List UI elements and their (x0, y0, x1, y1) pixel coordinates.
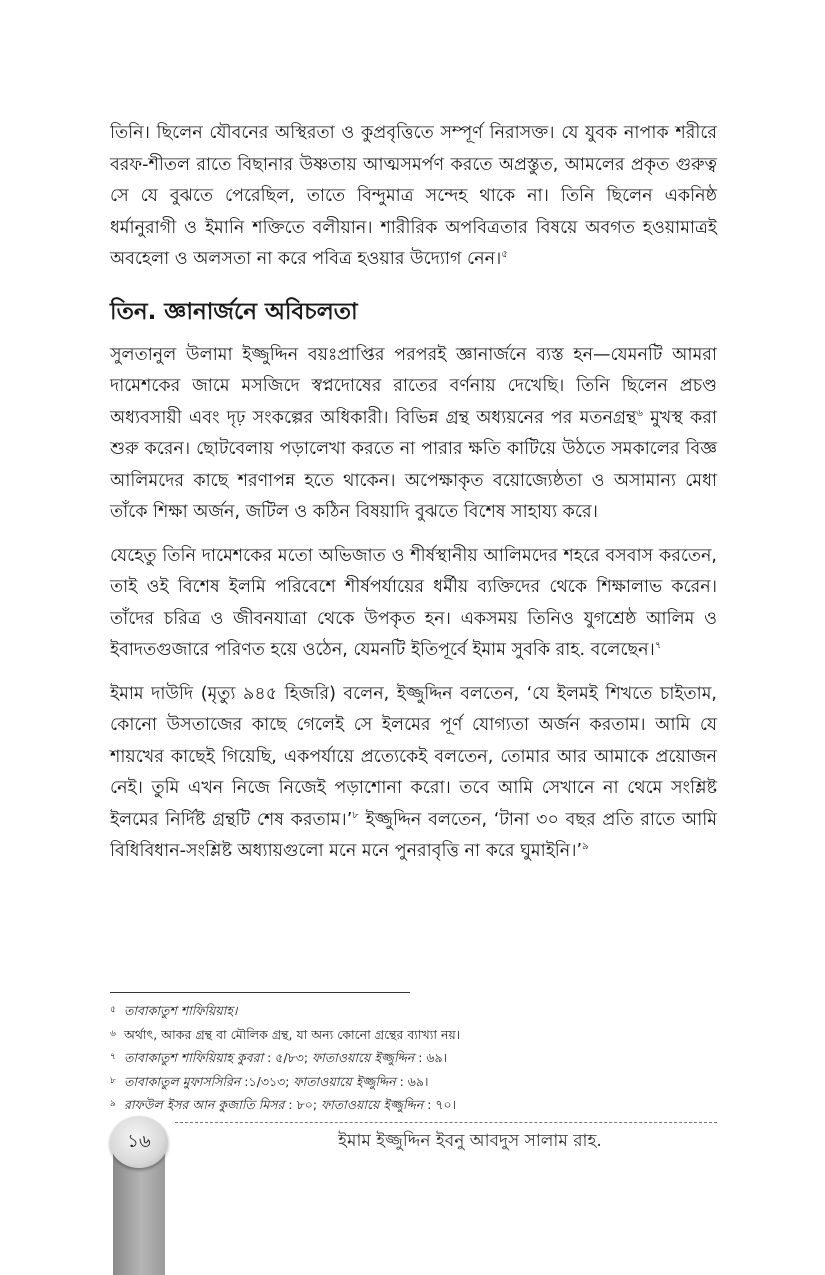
page-body (110, 118, 717, 880)
footer-dashed-rule (175, 1122, 717, 1123)
footnote-item: ৯ রাফউল ইসর আন কুজাতি মিসর : ৮০; ফাতাওয়ায়ে ইজ্জুদ্দিন : ৭০। (110, 1097, 457, 1112)
footnote-ref: ৬ (636, 407, 643, 419)
paragraph-1: তিনি। ছিলেন যৌবনের অস্থিরতা ও কুপ্রবৃত্তিতে সম্পূর্ণ নিরাসক্ত। যে যুবক নাপাক শরীরে বরফ-শীতল রাতে বিছানার উষ্ণতায় আত্মসমর্পণ করতে অপ্রস্তুত, আমলের প্রকৃত গুরুত্ব সে যে বুঝতে পেরেছিল, তাতে বিন্দুমাত্র সন্দেহ থাকে না। তিনি ছিলেন একনিষ্ঠ ধর্মানুরাগী ও ইমানি শক্তিতে বলীয়ান। শারীরিক অপবিত্রতার বিষয়ে অবগত হওয়ামাত্রই অবহেলা ও অলসতা না করে পবিত্র হওয়ার উদ্যোগ নেন।$^৫$ (110, 123, 717, 269)
page-number-badge (110, 1116, 168, 1168)
running-title: ইমাম ইজ্জুদ্দিন ইবনু আবদুস সালাম রাহ. (338, 1131, 602, 1151)
paragraph-3: যেহেতু তিনি দামেশকের মতো অভিজাত ও শীর্ষস্থানীয় আলিমদের শহরে বসবাস করতেন, তাই ওই বিশেষ ইলমি পরিবেশে শীর্ষপর্যায়ের ধর্মীয় ব্যক্তিদের থেকে শিক্ষালাভ করেন। তাঁদের চরিত্র ও জীবনযাত্রা থেকে উপকৃত হন। একসময় তিনিও যুগশ্রেষ্ঠ আলিম ও ইবাদতগুজারে পরিণত হয়ে ওঠেন, যেমনটি ইতিপূর্বে ইমাম সুবকি রাহ. বলেছেন।$^৭$ (110, 545, 717, 660)
footnote-ref: ৭ (654, 640, 662, 652)
footnote-item: ৫ তাবাকাতুশ শাফিয়িয়াহ। (110, 1003, 238, 1018)
footnote-divider (110, 992, 410, 993)
paragraph-2: সুলতানুল উলামা ইজ্জুদ্দিন বয়ঃপ্রাপ্তির পরপরই জ্ঞানার্জনে ব্যস্ত হন—যেমনটি আমরা দামেশকের জামে মসজিদে স্বপ্নদোষের রাতের বর্ণনায় দেখেছি। তিনি ছিলেন প্রচণ্ড অধ্যবসায়ী এবং দৃঢ় সংকল্পের অধিকারী। বিভিন্ন গ্রন্থ অধ্যয়নের পর মতনগ্রন্থ$^৬$ মুখস্থ করা শুরু করেন। ছোটবেলায় পড়ালেখা করতে না পারার ক্ষতি কাটিয়ে উঠতে সমকালের বিজ্ঞ আলিমদের কাছে শরণাপন্ন হতে থাকেন। অপেক্ষাকৃত বয়োজ্যেষ্ঠতা ও অসামান্য মেধা তাঁকে শিক্ষা অর্জন, জটিল ও কঠিন বিষয়াদি বুঝতে বিশেষ সাহায্য করে। (110, 344, 717, 522)
paragraph-4: ইমাম দাউদি (মৃত্যু ৯৪৫ হিজরি) বলেন, ইজ্জুদ্দিন বলতেন, ‘যে ইলমই শিখতে চাইতাম, কোনো উসতাজের কাছে গেলেই সে ইলমের পূর্ণ যোগ্যতা অর্জন করতাম। আমি যে শায়খের কাছেই গিয়েছি, একপর্যায়ে প্রত্যেকেই বলতেন, তোমার আর আমাকে প্রয়োজন নেই। তুমি এখন নিজে নিজেই পড়াশোনা করো। তবে আমি সেখানে না থেমে সংশ্লিষ্ট ইলমের নির্দিষ্ট গ্রন্থটি শেষ করতাম।’$^৮$ ইজ্জুদ্দিন বলতেন, ‘টানা ৩০ বছর প্রতি রাতে আমি বিধিবিধান-সংশ্লিষ্ট অধ্যায়গুলো মনে মনে পুনরাবৃত্তি না করে ঘুমাইনি।’$^৯$ (110, 683, 717, 861)
footnote-ref: ৮ (352, 809, 359, 821)
footnote-item: ৮ তাবাকাতুল মুফাসসিরিন :১/৩১৩; ফাতাওয়ায়ে ইজ্জুদ্দিন : ৬৯। (110, 1073, 429, 1089)
footnotes (110, 999, 717, 1117)
footnote-item: ৭ তাবাকাতুশ শাফিয়িয়াহ কুবরা : ৫/৮৩; ফাতাওয়ায়ে ইজ্জুদ্দিন : ৬৯। (110, 1050, 448, 1065)
footnote-item: ৬ অর্থাৎ, আকর গ্রন্থ বা মৌলিক গ্রন্থ, যা অন্য কোনো গ্রন্থের ব্যাখ্যা নয়। (110, 1026, 461, 1042)
page-number: ১৬ (127, 1130, 151, 1152)
footnote-ref: ৯ (582, 841, 589, 853)
section-heading: তিন. জ্ঞানার্জনে অবিচলতা (110, 298, 358, 325)
footnote-ref: ৫ (501, 249, 508, 261)
